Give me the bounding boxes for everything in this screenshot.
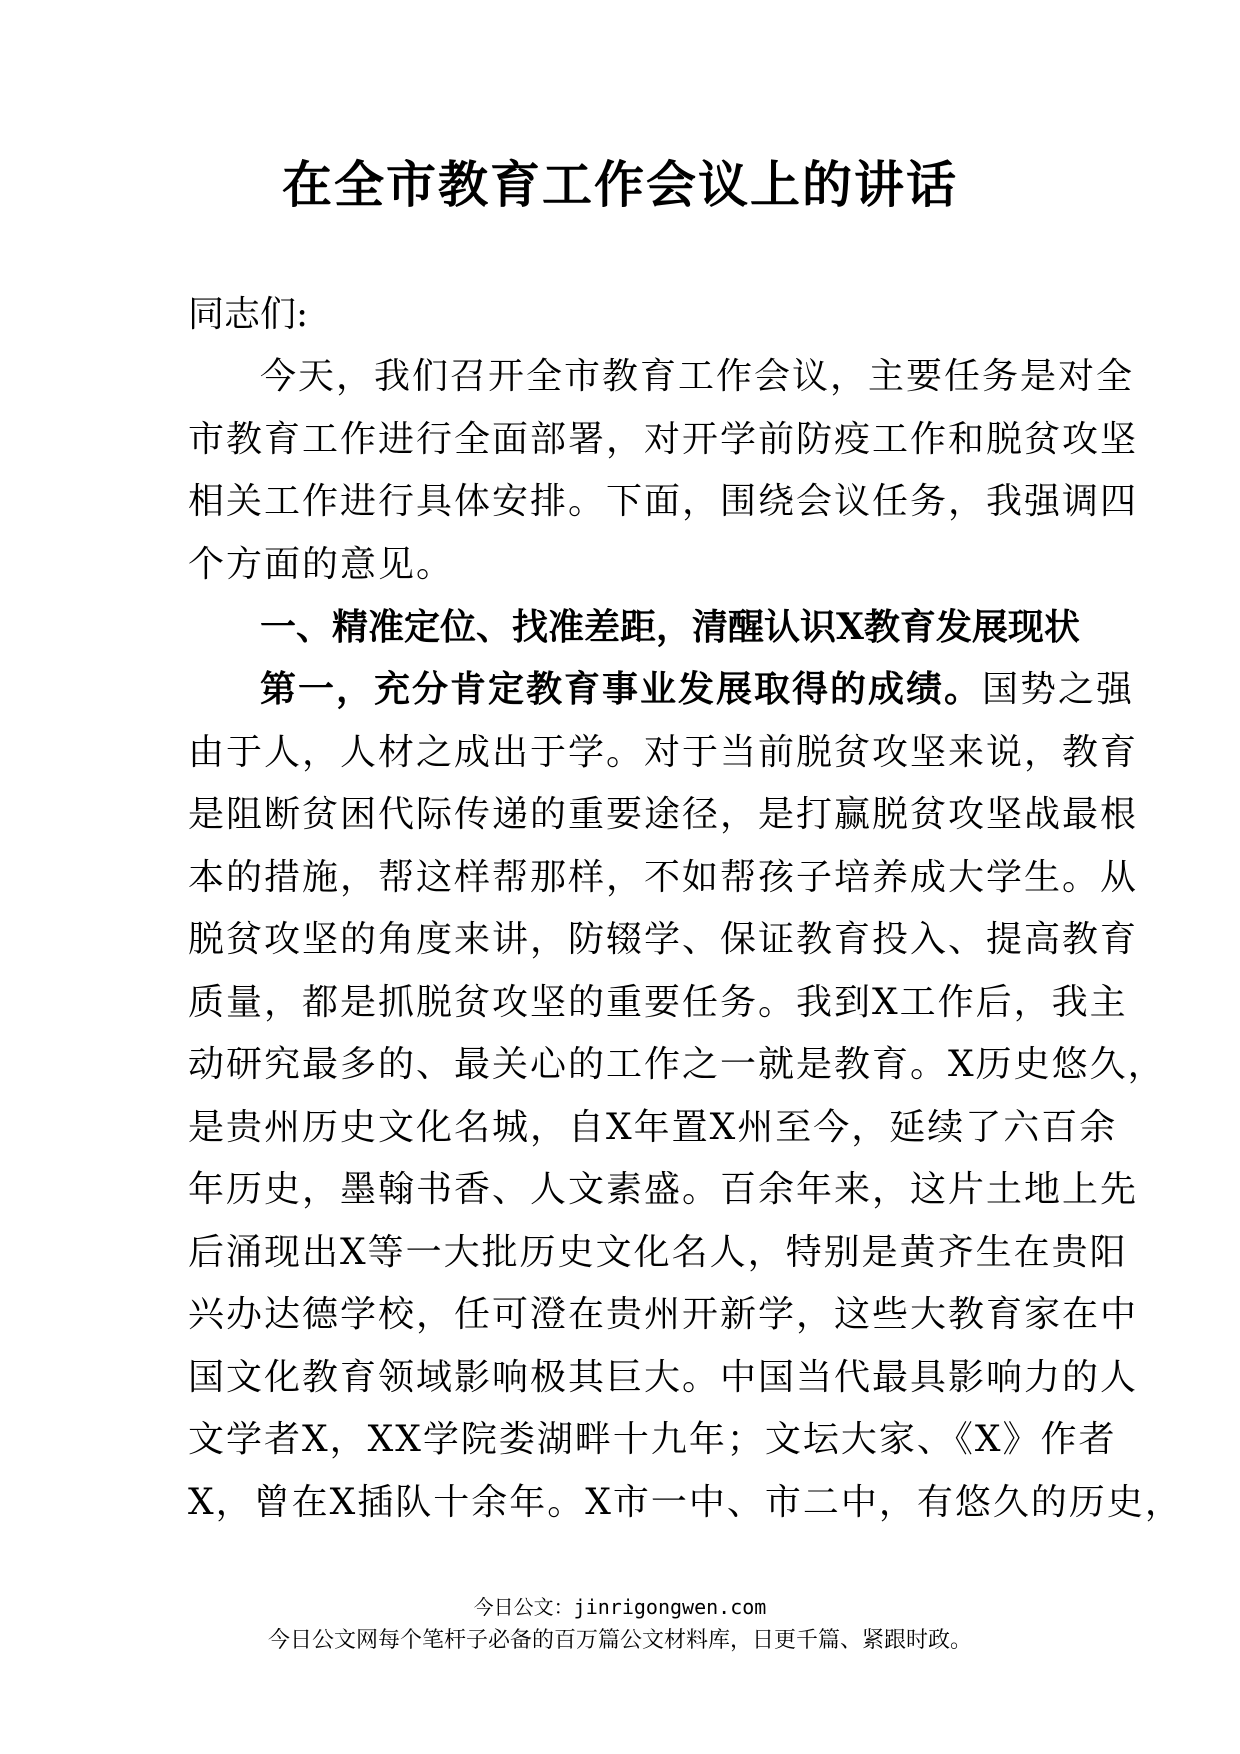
body-line: 动研究最多的、最关心的工作之一就是教育。X历史悠久， [188, 1044, 1166, 1085]
body-line: 脱贫攻坚的角度来讲，防辍学、保证教育投入、提高教育 [188, 919, 1139, 960]
body-line: 年历史，墨翰书香、人文素盛。百余年来，这片土地上先 [188, 1169, 1139, 1210]
footer-source [0, 1592, 1240, 1622]
body-line: X，曾在X插队十余年。X市一中、市二中，有悠久的历史， [188, 1481, 1183, 1523]
body-line: 国文化教育领域影响极其巨大。中国当代最具影响力的人 [188, 1356, 1139, 1398]
body-line: 是贵州历史文化名城，自X年置X州至今，延续了六百余 [188, 1106, 1118, 1148]
footer-site-link[interactable]: jinrigongwen.com [573, 1595, 767, 1619]
body-line: 由于人，人材之成出于学。对于当前脱贫攻坚来说，教育 [188, 731, 1139, 773]
body-line: 文学者X，XX学院娄湖畔十九年；文坛大家、《X》作者 [188, 1419, 1117, 1460]
body-line: 后涌现出X等一大批历史文化名人，特别是黄齐生在贵阳 [188, 1231, 1128, 1273]
paragraph-lead-rest: 国势之强 [982, 669, 1135, 710]
intro-line: 个方面的意见。 [188, 543, 455, 585]
document-body [188, 284, 1183, 1534]
salutation: 同志们: [188, 294, 309, 335]
footer-tagline: 今日公文网每个笔杆子必备的百万篇公文材料库，日更千篇、紧跟时政。 [267, 1628, 972, 1653]
body-paragraph [188, 658, 1183, 1534]
intro-line: 今天，我们召开全市教育工作会议，主要任务是对全 [260, 356, 1135, 397]
body-line: 质量，都是抓脱贫攻坚的重要任务。我到X工作后，我主 [188, 981, 1128, 1023]
footer-prefix: 今日公文： [473, 1595, 574, 1619]
intro-paragraph [188, 346, 1139, 596]
body-line: 本的措施，帮这样帮那样，不如帮孩子培养成大学生。从 [188, 856, 1139, 898]
paragraph-lead: 第一，充分肯定教育事业发展取得的成绩。 [260, 668, 983, 710]
intro-line: 市教育工作进行全面部署，对开学前防疫工作和脱贫攻坚 [188, 418, 1139, 460]
body-line: 兴办达德学校，任可澄在贵州开新学，这些大教育家在中 [188, 1294, 1139, 1335]
body-line: 是阻断贫困代际传递的重要途径，是打赢脱贫攻坚战最根 [188, 794, 1139, 835]
intro-line: 相关工作进行具体安排。下面，围绕会议任务，我强调四 [188, 481, 1139, 522]
document-title: 在全市教育工作会议上的讲话 [282, 155, 958, 214]
paragraph-first-line [188, 658, 1135, 722]
section-heading: 一、精准定位、找准差距，清醒认识X教育发展现状 [260, 606, 1080, 648]
